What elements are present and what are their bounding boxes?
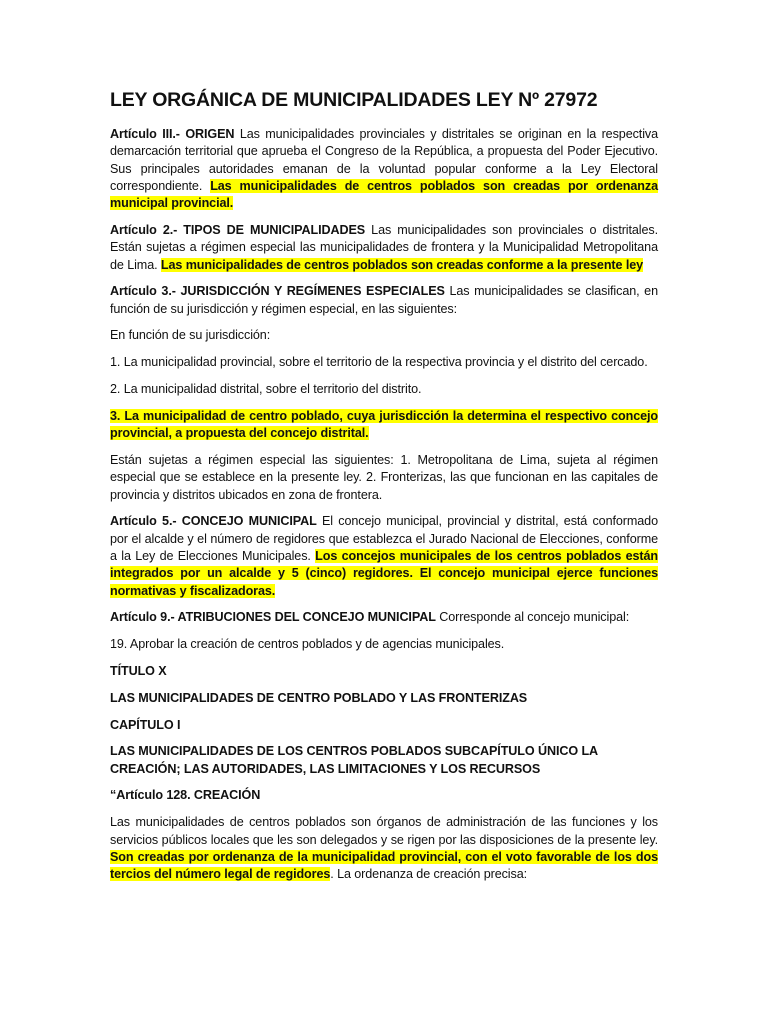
article-5-highlight: Los concejos municipales de los centros poblados están integrados por un alcalde y 5 (cinco) regidores. El concejo municipal ejerce funciones normativas y fiscalizadoras. — [110, 548, 658, 598]
article-3-paragraph — [110, 283, 658, 318]
article-iii-text: Las municipalidades provinciales y distritales se originan en la respectiva demarcación territorial que aprueba el Congreso de la República, a propuesta del Poder Ejecutivo. Sus principales autoridades emanan de la voluntad popular conforme a la Ley Electoral correspondiente. — [110, 127, 658, 193]
article-128-text: Las municipalidades de centros poblados son órganos de administración de las funciones y los servicios públicos locales que les son delegados y se rigen por las disposiciones de la presente ley. — [110, 815, 658, 847]
chapter-i-subheading: LAS MUNICIPALIDADES DE LOS CENTROS POBLADOS SUBCAPÍTULO ÚNICO LA CREACIÓN; LAS AUTORIDADES, LAS LIMITACIONES Y LOS RECURSOS — [110, 744, 598, 776]
article-9-heading: Artículo 9.- ATRIBUCIONES DEL CONCEJO MUNICIPAL — [110, 610, 436, 625]
article-9-item-19: 19. Aprobar la creación de centros poblados y de agencias municipales. — [110, 637, 505, 652]
article-2-text: Las municipalidades son provinciales o distritales. Están sujetas a régimen especial las municipalidades de frontera y la Municipalidad Metropolitana de Lima. — [110, 222, 659, 272]
article-128-tail: . La ordenanza de creación precisa: — [330, 867, 527, 882]
document-title: LEY ORGÁNICA DE MUNICIPALIDADES LEY Nº 27972 — [110, 89, 598, 111]
title-x-heading: TÍTULO X — [110, 663, 167, 678]
article-5-paragraph — [110, 513, 658, 599]
article-128-heading: “Artículo 128. CREACIÓN — [110, 788, 261, 803]
article-2-highlight: Las municipalidades de centros poblados son creadas conforme a la presente ley — [160, 257, 644, 272]
article-iii-highlight: Las municipalidades de centros poblados son creadas por ordenanza municipal provincial. — [110, 178, 658, 211]
article-9-paragraph — [110, 609, 658, 626]
jurisdiction-item-1: 1. La municipalidad provincial, sobre el territorio de la respectiva provincia y el distrito del cercado. — [110, 355, 648, 370]
article-128-paragraph — [110, 814, 658, 883]
article-5-text: El concejo municipal, provincial y distrital, está conformado por el alcalde y el número de regidores que establezca el Jurado Nacional de Elecciones, conforme a la Ley de Elecciones Municipales. — [110, 514, 658, 563]
jurisdiction-item-3 — [110, 408, 658, 443]
chapter-i-heading: CAPÍTULO I — [110, 717, 181, 732]
article-3-text: Las municipalidades se clasifican, en función de su jurisdicción y régimen especial, en las siguientes: — [110, 284, 658, 316]
article-9-text: Corresponde al concejo municipal: — [435, 610, 630, 625]
article-128-highlight: Son creadas por ordenanza de la municipalidad provincial, con el voto favorable de los dos tercios del número legal de regidores — [110, 849, 658, 882]
article-3-heading: Artículo 3.- JURISDICCIÓN Y REGÍMENES ESPECIALES — [110, 284, 445, 299]
article-iii-heading: Artículo III.- ORIGEN — [110, 127, 235, 141]
jurisdiction-item-2: 2. La municipalidad distrital, sobre el territorio del distrito. — [110, 382, 422, 397]
special-regime-paragraph: Están sujetas a régimen especial las siguientes: 1. Metropolitana de Lima, sujeta al régimen especial que se establece en la presente ley. 2. Fronterizas, las que funcionan en las capitales de provincia y distritos ubicados en zona de frontera. — [110, 452, 658, 502]
jurisdiction-item-3-highlight: 3. La municipalidad de centro poblado, cuya jurisdicción la determina el respectivo concejo provincial, a propuesta del concejo distrital. — [110, 408, 658, 441]
article-iii-paragraph — [110, 126, 658, 212]
title-x-subheading: LAS MUNICIPALIDADES DE CENTRO POBLADO Y LAS FRONTERIZAS — [110, 690, 528, 705]
article-5-heading: Artículo 5.- CONCEJO MUNICIPAL — [110, 514, 317, 529]
jurisdiction-intro: En función de su jurisdicción: — [110, 328, 271, 343]
article-2-heading: Artículo 2.- TIPOS DE MUNICIPALIDADES — [110, 222, 366, 237]
article-2-paragraph — [110, 222, 658, 274]
